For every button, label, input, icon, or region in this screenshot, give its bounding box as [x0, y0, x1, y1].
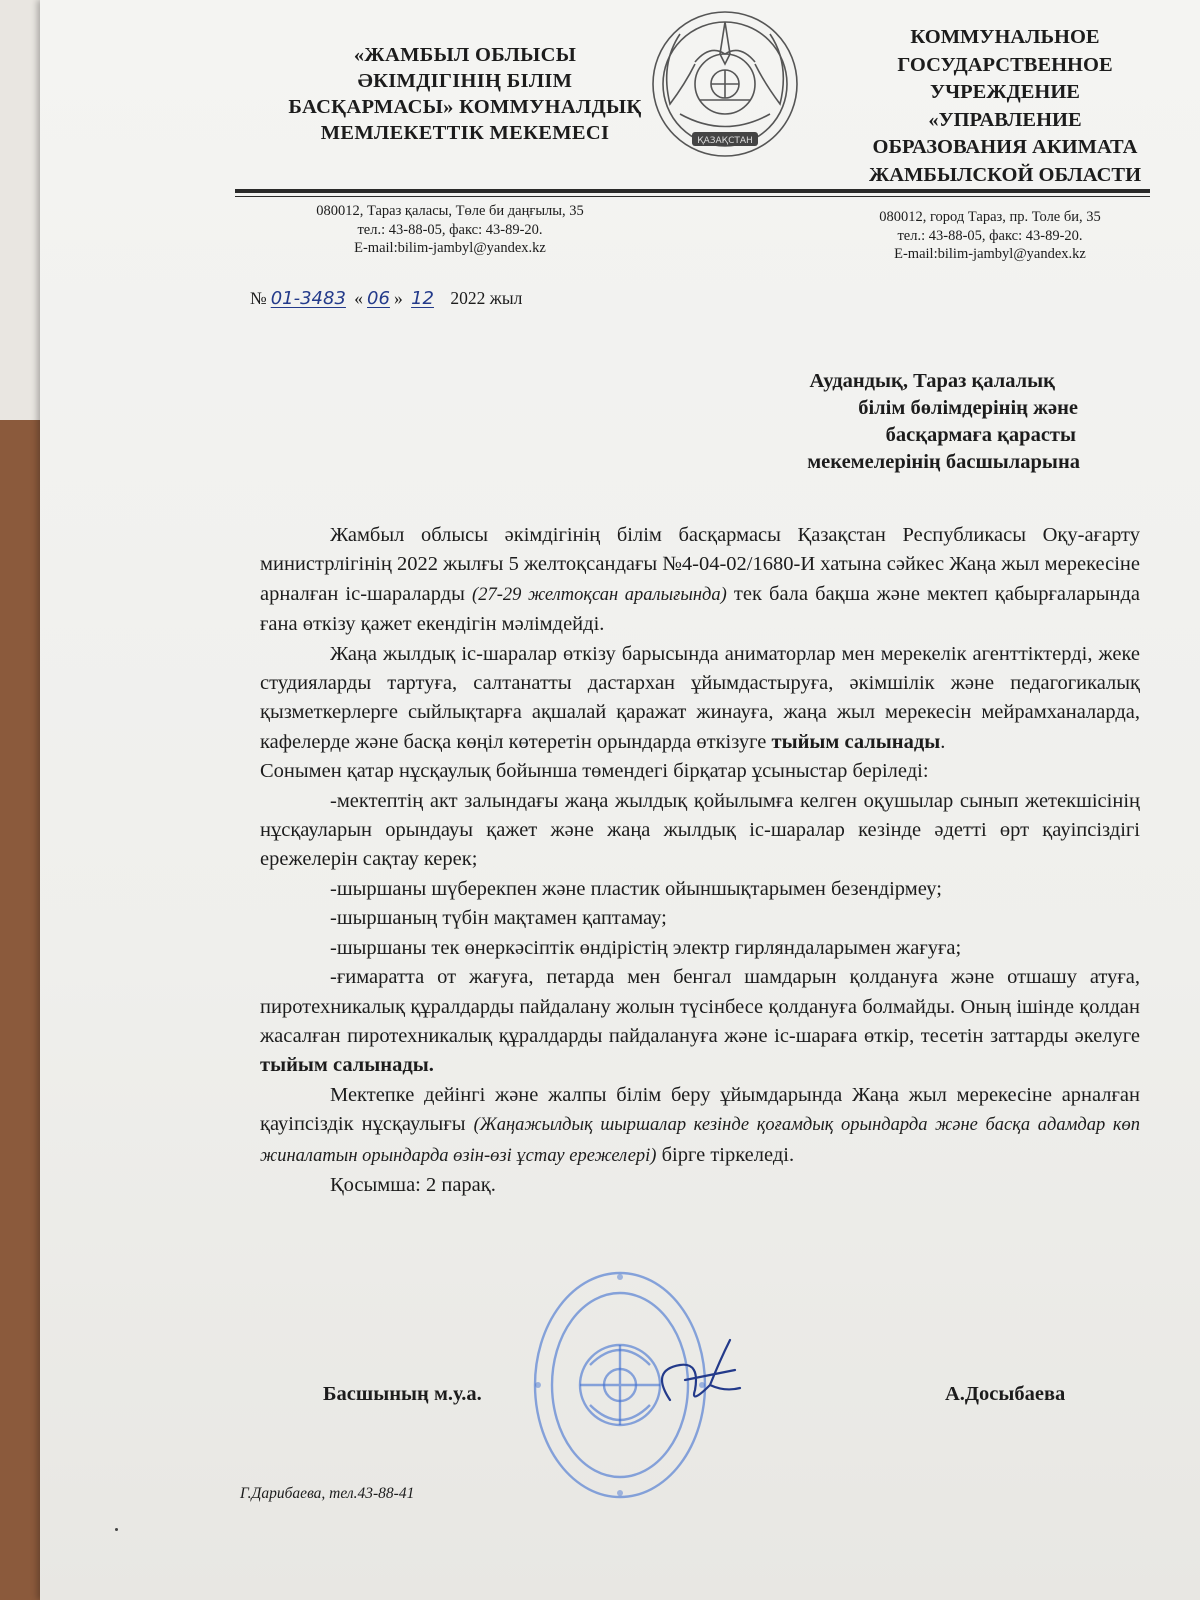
- attachment-line: Қосымша: 2 парақ.: [330, 1173, 496, 1196]
- paragraph-text: бірге тіркеледі.: [656, 1143, 795, 1166]
- header-org-name-russian: [855, 24, 1155, 189]
- address-line: тел.: 43-88-05, факс: 43-89-20.: [897, 227, 1083, 244]
- addressee-block: [807, 368, 1080, 476]
- paragraph-text: -ғимаратта от жағуға, петарда мен бенгал шамдарын қолдануға және отшашу атуға, пиротехникалық құралдарды пайдалану жолын түсінбесе қолдануға болмайды. Оның ішінде қолдан жасалған пиротехникалық құралдарды пайдалануға және іс-шараға өткір, тесетін заттарды әкелуге: [260, 966, 1140, 1047]
- paragraph-text: Мектепке дейінгі және жалпы білім беру ұйымдарында Жаңа жыл мерекесіне арналған қауіпсіздік нұсқаулығы: [260, 1083, 1140, 1136]
- prohibition-emphasis: тыйым салынады.: [260, 1054, 434, 1077]
- header-right-line: УЧРЕЖДЕНИЕ: [930, 81, 1080, 103]
- recommendation-item: -шыршаны шүберекпен және пластик ойыншықтарымен безендірмеу;: [330, 877, 942, 900]
- paragraph-text: тек бала бақша және мектеп қабырғаларында ғана өткізу қажет екендігін мәлімдейді.: [260, 582, 1140, 636]
- addressee-line: Аудандық, Тараз қалалық: [809, 370, 1055, 392]
- document-page: [40, 0, 1200, 1600]
- recommendation-item: [260, 963, 1140, 1081]
- header-right-line: «УПРАВЛЕНИЕ: [928, 108, 1082, 131]
- paragraph-announcement: [260, 521, 1140, 640]
- paragraph-attachment-note: [260, 1081, 1140, 1171]
- paragraph-text: .: [940, 730, 946, 753]
- registration-year: 2022 жыл: [450, 288, 523, 308]
- registration-day: 06: [367, 288, 390, 309]
- paragraph-prohibitions: [260, 640, 1140, 758]
- header-divider-thin: [235, 196, 1150, 197]
- header-right-line: ГОСУДАРСТВЕННОЕ: [897, 53, 1113, 76]
- header-left-line: ӘКІМДІГІНІҢ БІЛІМ: [357, 70, 573, 92]
- address-email: E-mail:bilim-jambyl@yandex.kz: [894, 246, 1086, 262]
- header-left-line: БАСҚАРМАСЫ» КОММУНАЛДЫҚ: [288, 96, 642, 118]
- address-line: 080012, город Тараз, пр. Толе би, 35: [879, 209, 1101, 225]
- registration-month: 12: [411, 288, 434, 309]
- header-left-line: МЕМЛЕКЕТТІК МЕКЕМЕСІ: [320, 122, 610, 144]
- addressee-line: білім бөлімдерінің және: [858, 397, 1078, 419]
- header-right-line: ОБРАЗОВАНИЯ АКИМАТА: [872, 136, 1138, 158]
- signatory-title: Басшының м.у.а.: [323, 1383, 482, 1405]
- header-left-line: «ЖАМБЫЛ ОБЛЫСЫ: [353, 44, 577, 66]
- addressee-line: мекемелерінің басшыларына: [807, 451, 1080, 473]
- recommendation-item: -шыршаны тек өнеркәсіптік өндірістің электр гирляндаларымен жағуға;: [330, 936, 962, 959]
- letter-body: [260, 521, 1140, 1200]
- registration-number: 01-3483: [270, 288, 346, 309]
- paragraph-recommendations-intro: Сонымен қатар нұсқаулық бойынша төмендегі бірқатар ұсыныстар беріледі:: [260, 760, 929, 783]
- address-kazakh: [280, 202, 620, 258]
- paragraph-text: Жаңа жылдық іс-шаралар өткізу барысында аниматорлар мен мерекелік агенттіктерді, жеке студияларды тартуға, салтанатты дастархан ұйымдастыруға, әкімшілік және педагогикалық қызметкерлерге сыйлықтарға ақшалай қаражат жинауға, жаңа жыл мерекесін мейрамханаларда, кафелерде және басқа көңіл көтеретін орындарда өткізуге: [260, 642, 1140, 753]
- handwritten-signature: [640, 1330, 750, 1420]
- address-email: E-mail:bilim-jambyl@yandex.kz: [354, 240, 546, 256]
- registration-line: [250, 288, 522, 309]
- address-line: тел.: 43-88-05, факс: 43-89-20.: [357, 221, 543, 238]
- signatory-name: А.Досыбаева: [945, 1383, 1066, 1405]
- recommendation-item: -мектептің акт залындағы жаңа жылдық қойылымға келген оқушылар сынып жетекшісінің нұсқауларын орындауы қажет және жаңа жылдық іс-шаралар кезінде әдетті өрт қауіпсіздігі ережелерін сақтау керек;: [260, 789, 1140, 871]
- recommendation-item: -шыршаның түбін мақтамен қаптамау;: [330, 907, 667, 930]
- rules-title-note: (Жаңажылдық шыршалар кезінде қоғамдық орындарда және басқа адамдар көп жиналатын орындарда өзін-өзі ұстау ережелері): [260, 1115, 1140, 1166]
- address-russian: [840, 208, 1140, 264]
- prohibition-emphasis: тыйым салынады: [771, 730, 941, 753]
- address-line: 080012, Тараз қаласы, Төле би даңғылы, 35: [316, 203, 584, 219]
- header-divider-thick: [235, 189, 1150, 193]
- header-org-name-kazakh: [265, 42, 665, 146]
- registration-no-label: №: [250, 288, 267, 308]
- header-right-line: ЖАМБЫЛСКОЙ ОБЛАСТИ: [868, 163, 1142, 186]
- state-emblem-icon: [640, 4, 810, 164]
- date-open-quote: «: [354, 288, 364, 308]
- executor-contact: Г.Дарибаева, тел.43-88-41: [240, 1485, 415, 1502]
- addressee-line: басқармаға қарасты: [885, 424, 1076, 446]
- paper-speck: [115, 1528, 118, 1531]
- emblem-ribbon-text: ҚАЗАҚСТАН: [697, 136, 753, 146]
- header-right-line: КОММУНАЛЬНОЕ: [910, 26, 1100, 48]
- paragraph-text: Жамбыл облысы әкімдігінің білім басқармасы Қазақстан Республикасы Оқу-ағарту министрлігінің 2022 жылғы 5 желтоқсандағы №4-04-02/1680-И хатына сәйкес Жаңа жыл мерекесіне арналған іс-шараларды: [260, 524, 1140, 605]
- date-close-quote: »: [393, 288, 403, 308]
- date-range-note: (27-29 желтоқсан аралығында): [472, 584, 727, 605]
